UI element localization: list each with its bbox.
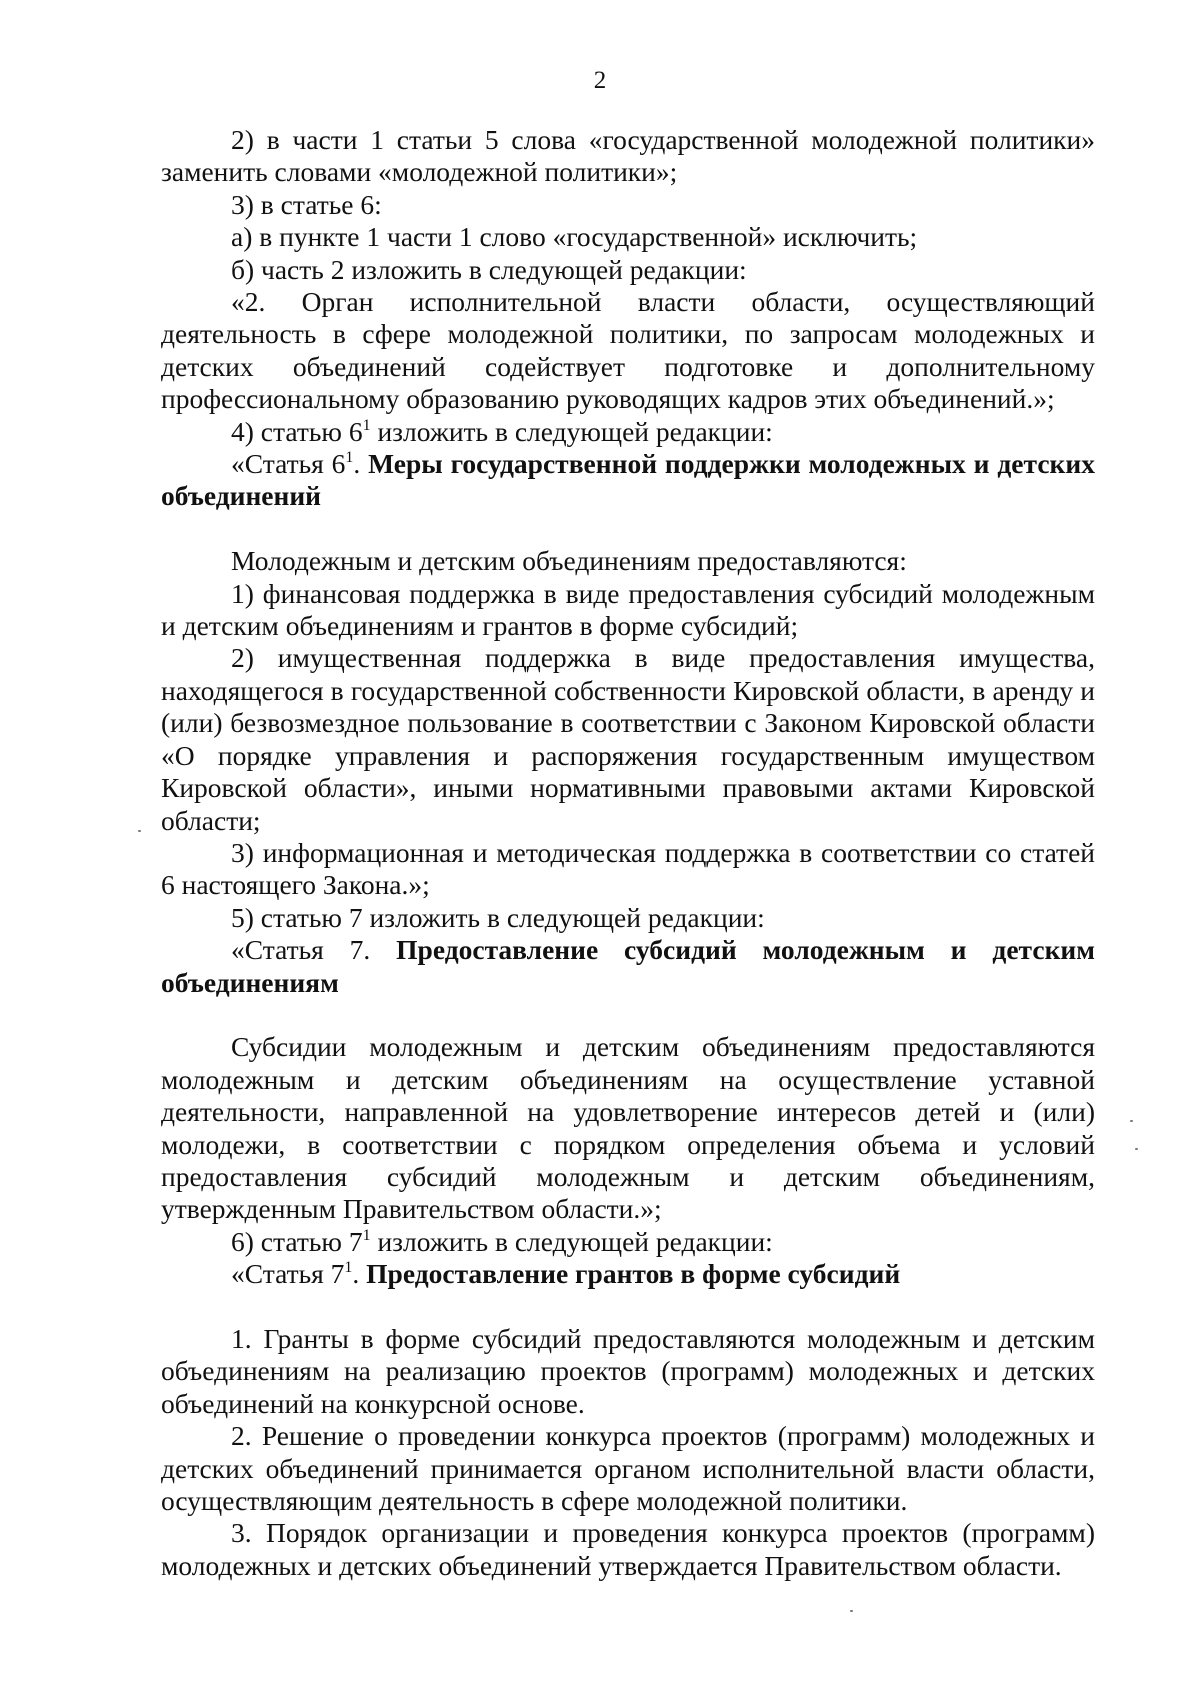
item-6-superscript: 1: [362, 1226, 371, 1244]
item-4-superscript: 1: [362, 416, 371, 434]
article-7-1-heading: [161, 1258, 1095, 1290]
item-5: 5) статью 7 изложить в следующей редакции:: [231, 901, 765, 933]
article-6-1-point-2: 2) имущественная поддержка в виде предоставления имущества, находящегося в государственной собственности Кировской области, в аренду и (или) безвозмездное пользование в соответствии с Законом Кировской области «О порядке управления и распоряжения государственным имуществом Кировской области», иными нормативными правовыми актами Кировской области;: [161, 642, 1095, 836]
article-7-1-point-2: 2. Решение о проведении конкурса проектов (программ) молодежных и детских объединений принимается органом исполнительной власти области, осуществляющим деятельность в сфере молодежной политики.: [161, 1420, 1095, 1517]
item-6: [161, 1226, 1095, 1258]
page-number: 2: [593, 67, 607, 94]
item-4: [161, 416, 1095, 448]
article-6-1-intro: Молодежным и детским объединениям предоставляются:: [231, 545, 907, 577]
article-7-1-superscript: 1: [344, 1259, 353, 1277]
article-7-1-point-3: 3. Порядок организации и проведения конкурса проектов (программ) молодежных и детских объединений утверждается Правительством области.: [161, 1517, 1095, 1581]
spacer: [161, 513, 1095, 545]
item-4-suffix: изложить в следующей редакции:: [370, 415, 773, 447]
spacer: [161, 1291, 1095, 1323]
item-6-prefix: 6) статью 7: [231, 1225, 363, 1257]
scan-speck: [138, 830, 141, 832]
item-4-prefix: 4) статью 6: [231, 415, 363, 447]
article-7-1-title: Предоставление грантов в форме субсидий: [366, 1258, 901, 1290]
article-6-1-point-1: 1) финансовая поддержка в виде предоставления субсидий молодежным и детским объединениям и грантов в форме субсидий;: [161, 577, 1095, 642]
item-6-suffix: изложить в следующей редакции:: [370, 1225, 773, 1257]
scan-speck: [1135, 1148, 1138, 1150]
item-3b-text: «2. Орган исполнительной власти области, осуществляющий деятельность в сфере молодежной политики, по запросам молодежных и детских объединений содействует подготовке и дополнительному профессиональному образованию руководящих кадров этих объединений.»;: [161, 286, 1095, 415]
article-6-1-title: Меры государственной поддержки молодежных и детских объединений: [161, 448, 1095, 512]
article-7-title: Предоставление субсидий молодежным и детским объединениям: [161, 934, 1095, 998]
article-6-1-superscript: 1: [345, 449, 354, 467]
article-7-heading: [161, 934, 1095, 999]
item-3: 3) в статье 6:: [231, 188, 382, 220]
spacer: [161, 999, 1095, 1031]
article-6-1-dot: .: [353, 448, 369, 480]
item-3b: б) часть 2 изложить в следующей редакции:: [231, 253, 747, 285]
scan-speck: [1130, 1120, 1133, 1122]
item-2: 2) в части 1 статьи 5 слова «государственной молодежной политики» заменить словами «молодежной политики»;: [161, 124, 1095, 188]
article-6-1-point-3: 3) информационная и методическая поддержка в соответствии со статей 6 настоящего Закона.»;: [161, 836, 1095, 901]
document-body: [161, 124, 1095, 1582]
scan-speck: [850, 1610, 853, 1612]
article-7-text: Субсидии молодежным и детским объединениям предоставляются молодежным и детским объединениям на осуществление уставной деятельности, направленной на удовлетворение интересов детей и (или) молодежи, в соответствии с порядком определения объема и условий предоставления субсидий молодежным и детским объединениям, утвержденным Правительством области.»;: [161, 1031, 1095, 1225]
article-6-1-label: «Статья 6: [231, 448, 346, 480]
article-7-label: «Статья 7.: [231, 934, 397, 966]
article-7-1-label: «Статья 7: [231, 1258, 345, 1290]
article-7-1-point-1: 1. Гранты в форме субсидий предоставляются молодежным и детским объединениям на реализацию проектов (программ) молодежных и детских объединений на конкурсной основе.: [161, 1322, 1095, 1419]
article-6-1-heading: [161, 448, 1095, 513]
article-7-1-dot: .: [352, 1258, 367, 1290]
item-3a: а) в пункте 1 части 1 слово «государственной» исключить;: [231, 221, 918, 253]
